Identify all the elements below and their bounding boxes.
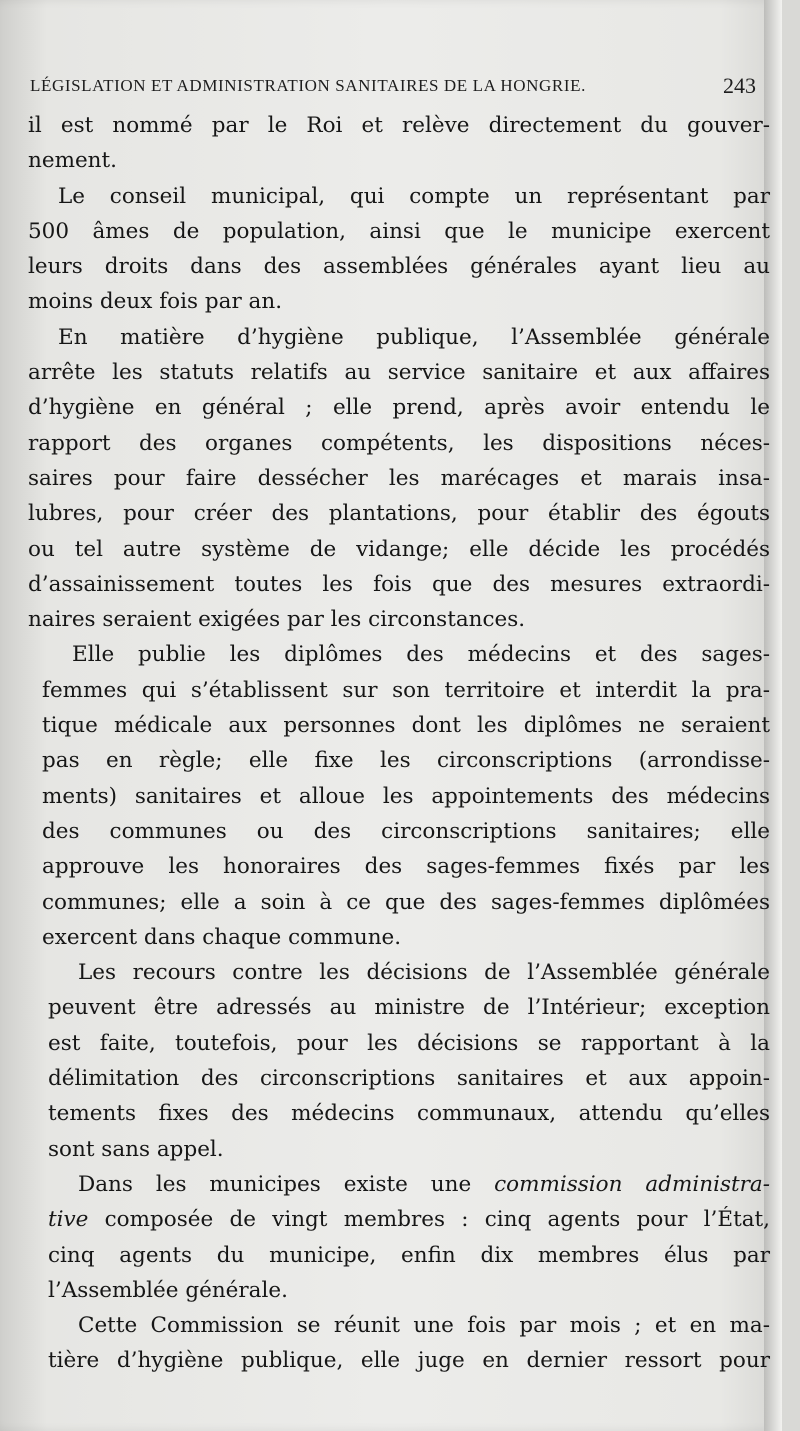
- page-number: 243: [723, 73, 756, 98]
- text-line: ments) sanitaires et alloue les appointements des médecins: [42, 783, 770, 809]
- text-line: cinq agents du municipe, enfin dix membres élus par: [48, 1242, 770, 1268]
- text-line: rapport des organes compétents, les dispositions néces-: [28, 430, 770, 456]
- text-line: [48, 1202, 770, 1237]
- text-line: [48, 1167, 770, 1202]
- text-line: Cette Commission se réunit une fois par mois ; et en ma-: [78, 1313, 770, 1339]
- body-text: [28, 108, 770, 1379]
- text-line: nement.: [28, 148, 118, 174]
- running-head: [30, 73, 760, 98]
- text-line: l’Assemblée générale.: [48, 1277, 288, 1303]
- text-line: est faite, toutefois, pour les décisions se rapportant à la: [48, 1030, 770, 1056]
- running-title: LÉGISLATION ET ADMINISTRATION SANITAIRES DE LA HONGRIE.: [30, 76, 586, 95]
- text-line: sont sans appel.: [48, 1136, 224, 1162]
- text-line: En matière d’hygiène publique, l’Assemblée générale: [58, 324, 770, 350]
- text-segment: composée de vingt membres : cinq agents pour l’État,: [88, 1207, 770, 1233]
- text-line: tique médicale aux personnes dont les diplômes ne seraient: [42, 713, 770, 739]
- text-line: d’hygiène en général ; elle prend, après avoir entendu le: [28, 395, 770, 421]
- text-line: leurs droits dans des assemblées générales ayant lieu au: [28, 254, 770, 280]
- text-line: moins deux fois par an.: [28, 289, 283, 315]
- text-line: exercent dans chaque commune.: [42, 924, 402, 950]
- italic-term: commission administra-: [494, 1171, 770, 1197]
- text-line: lubres, pour créer des plantations, pour établir des égouts: [28, 501, 770, 527]
- text-line: approuve les honoraires des sages-femmes fixés par les: [42, 854, 770, 880]
- text-line: peuvent être adressés au ministre de l’Intérieur; exception: [48, 995, 770, 1021]
- text-line: ou tel autre système de vidange; elle décide les procédés: [28, 536, 770, 562]
- text-line: il est nommé par le Roi et relève directement du gouver-: [28, 113, 770, 138]
- text-line: arrête les statuts relatifs au service sanitaire et aux affaires: [28, 360, 770, 386]
- text-line: naires seraient exigées par les circonstances.: [28, 607, 526, 633]
- text-line: Les recours contre les décisions de l’Assemblée générale: [78, 960, 770, 986]
- text-line: pas en règle; elle fixe les circonscriptions (arrondisse-: [42, 748, 770, 774]
- text-line: des communes ou des circonscriptions sanitaires; elle: [42, 818, 770, 844]
- text-line: 500 âmes de population, ainsi que le municipe exercent: [28, 218, 770, 244]
- text-line: d’assainissement toutes les fois que des mesures extraordi-: [28, 571, 770, 597]
- text-line: femmes qui s’établissent sur son territoire et interdit la pra-: [42, 677, 770, 703]
- text-line: Elle publie les diplômes des médecins et des sages-: [72, 642, 770, 668]
- italic-term: tive: [48, 1207, 89, 1233]
- text-line: communes; elle a soin à ce que des sages-femmes diplômées: [42, 889, 770, 915]
- text-line: tements fixes des médecins communaux, attendu qu’elles: [48, 1101, 770, 1127]
- text-line: délimitation des circonscriptions sanitaires et aux appoin-: [48, 1066, 770, 1092]
- text-segment: Dans les municipes existe une: [78, 1171, 495, 1197]
- text-line: tière d’hygiène publique, elle juge en dernier ressort pour: [48, 1348, 770, 1374]
- text-line: Le conseil municipal, qui compte un représentant par: [58, 183, 770, 209]
- text-line: saires pour faire dessécher les marécages et marais insa-: [28, 465, 770, 491]
